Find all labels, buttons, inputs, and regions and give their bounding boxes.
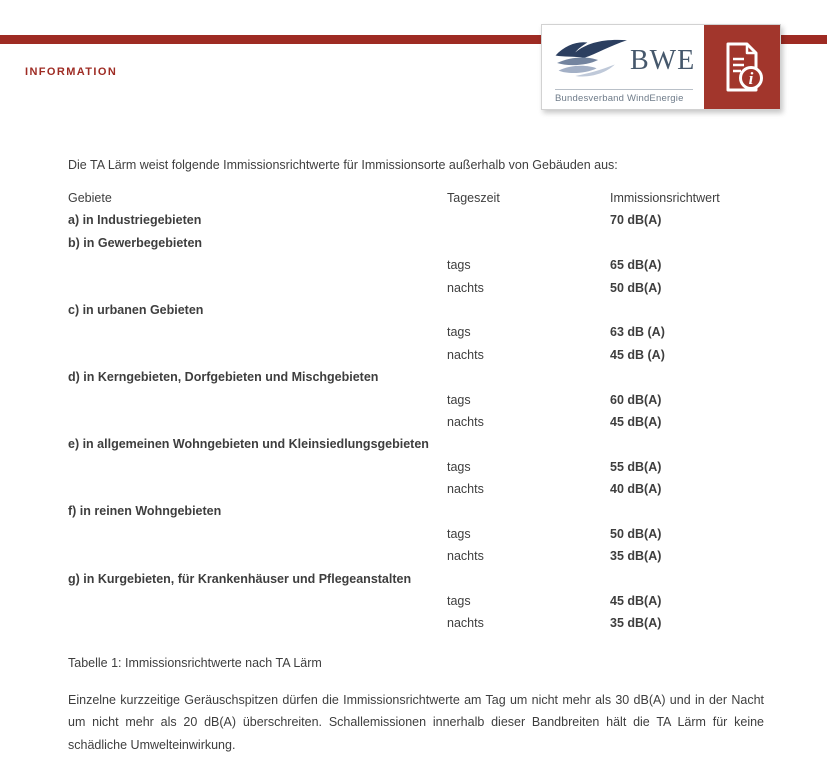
time-label: tags	[447, 325, 471, 340]
info-badge	[704, 25, 780, 109]
time-label: tags	[447, 594, 471, 609]
value-label	[610, 500, 813, 522]
table-row	[68, 254, 813, 276]
table-row	[68, 389, 813, 411]
value-label: 63 dB (A)	[610, 325, 665, 340]
bwe-logo	[542, 25, 704, 109]
table-row	[68, 209, 813, 231]
time-label: tags	[447, 258, 471, 273]
area-label	[68, 478, 447, 500]
area-label	[68, 321, 447, 343]
area-label	[68, 523, 447, 545]
area-label	[68, 411, 447, 433]
time-label	[447, 433, 610, 455]
value-label: 50 dB(A)	[610, 526, 662, 541]
value-label	[610, 299, 813, 321]
area-label	[68, 344, 447, 366]
bwe-wordmark: BWE	[630, 45, 696, 76]
table-row	[68, 321, 813, 343]
table-row	[68, 299, 813, 321]
time-label: nachts	[447, 549, 484, 564]
time-label	[447, 299, 610, 321]
time-label: nachts	[447, 347, 484, 362]
closing-paragraph: Einzelne kurzzeitige Geräuschspitzen dürfen die Immissionsrichtwerte am Tag um nicht mehr als 30 dB(A) und in der Nacht um nicht mehr als 20 dB(A) überschreiten. Schallemissionen innerhalb dieser Bandbreiten hält die TA Lärm für keine schädliche Umwelteinwirkung.	[68, 693, 764, 752]
time-label	[447, 500, 610, 522]
bwe-bird-logo-icon	[554, 35, 630, 85]
time-label	[447, 366, 610, 388]
time-label: tags	[447, 392, 471, 407]
table-row	[68, 545, 813, 567]
area-label	[68, 590, 447, 612]
time-label: tags	[447, 526, 471, 541]
time-label: tags	[447, 459, 471, 474]
document-info-icon	[719, 41, 765, 93]
svg-text:i: i	[748, 69, 754, 88]
area-label: b) in Gewerbegebieten	[68, 235, 203, 250]
table-row	[68, 500, 813, 522]
table-row	[68, 590, 813, 612]
area-label	[68, 612, 447, 634]
area-label: d) in Kerngebieten, Dorfgebieten und Mischgebieten	[68, 370, 379, 385]
richtwerte-table	[68, 187, 813, 635]
table-caption: Tabelle 1: Immissionsrichtwerte nach TA Lärm	[68, 656, 322, 670]
value-label: 35 dB(A)	[610, 616, 662, 631]
time-label: nachts	[447, 414, 484, 429]
table-row	[68, 366, 813, 388]
table-row	[68, 344, 813, 366]
table-row	[68, 478, 813, 500]
area-label	[68, 545, 447, 567]
table-row	[68, 612, 813, 634]
table-row	[68, 433, 813, 455]
value-label: 60 dB(A)	[610, 392, 662, 407]
value-label: 50 dB(A)	[610, 280, 662, 295]
time-label: nachts	[447, 616, 484, 631]
table-row	[68, 411, 813, 433]
area-label: e) in allgemeinen Wohngebieten und Kleinsiedlungsgebieten	[68, 437, 429, 452]
value-label: 45 dB(A)	[610, 594, 662, 609]
value-label: 40 dB(A)	[610, 482, 662, 497]
page-title: INFORMATION	[25, 66, 118, 78]
value-label	[610, 433, 813, 455]
time-label	[447, 209, 610, 231]
table-row	[68, 456, 813, 478]
value-label: 70 dB(A)	[610, 213, 662, 228]
intro-text: Die TA Lärm weist folgende Immissionsrichtwerte für Immissionsorte außerhalb von Gebäuden aus:	[68, 158, 618, 172]
area-label: f) in reinen Wohngebieten	[68, 504, 222, 519]
area-label: c) in urbanen Gebieten	[68, 302, 204, 317]
area-label	[68, 254, 447, 276]
column-header-tageszeit: Tageszeit	[447, 191, 500, 205]
value-label	[610, 568, 813, 590]
time-label	[447, 232, 610, 254]
logo-divider	[555, 89, 693, 90]
value-label: 35 dB(A)	[610, 549, 662, 564]
area-label	[68, 456, 447, 478]
area-label	[68, 277, 447, 299]
table-row	[68, 277, 813, 299]
table-row	[68, 523, 813, 545]
table-row	[68, 568, 813, 590]
area-label	[68, 389, 447, 411]
column-header-gebiete: Gebiete	[68, 191, 112, 205]
value-label: 45 dB (A)	[610, 347, 665, 362]
value-label	[610, 232, 813, 254]
column-header-richtwert: Immissionsrichtwert	[610, 191, 720, 205]
bwe-logo-box	[541, 24, 781, 110]
time-label: nachts	[447, 280, 484, 295]
logo-subtitle: Bundesverband WindEnergie	[555, 93, 684, 104]
value-label: 55 dB(A)	[610, 459, 662, 474]
table-header-row	[68, 187, 813, 209]
value-label	[610, 366, 813, 388]
time-label: nachts	[447, 482, 484, 497]
table-row	[68, 232, 813, 254]
area-label: g) in Kurgebieten, für Krankenhäuser und Pflegeanstalten	[68, 571, 412, 586]
value-label: 45 dB(A)	[610, 414, 662, 429]
time-label	[447, 568, 610, 590]
area-label: a) in Industriegebieten	[68, 213, 202, 228]
value-label: 65 dB(A)	[610, 258, 662, 273]
